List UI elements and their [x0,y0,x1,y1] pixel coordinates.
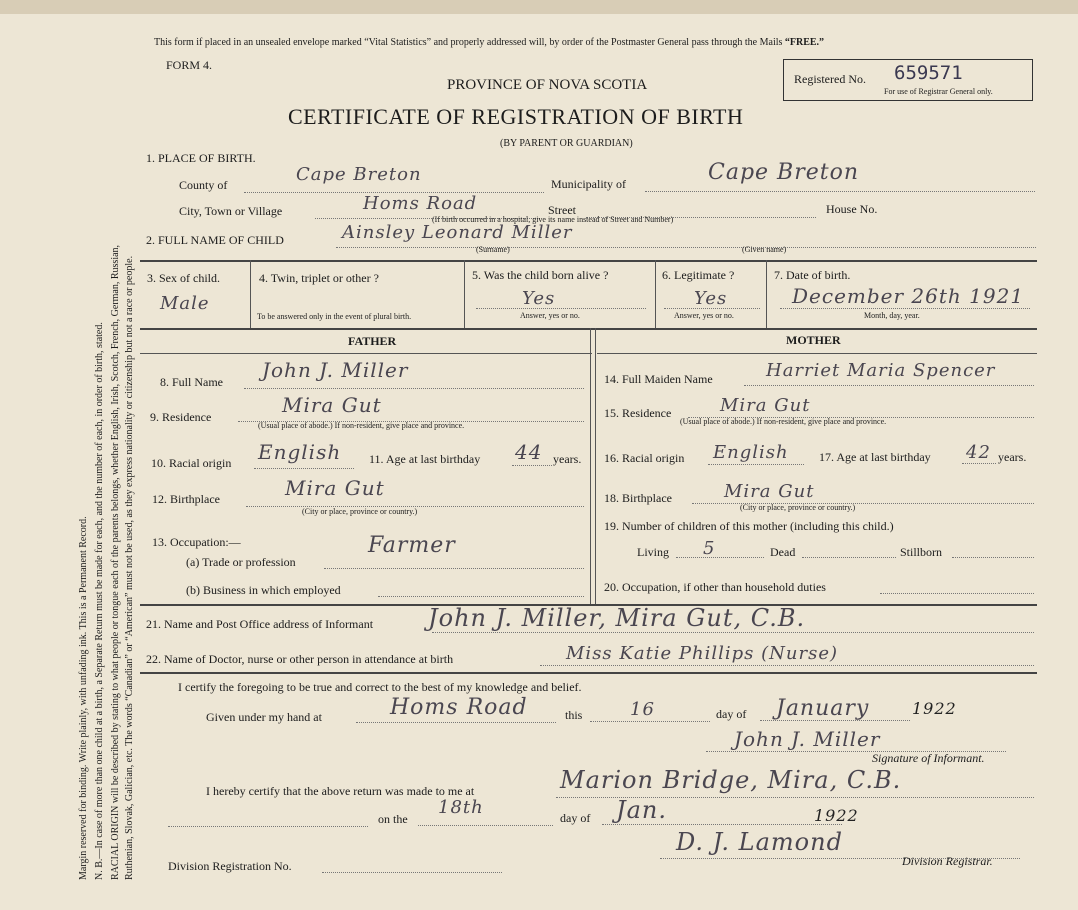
sex-label: 3. Sex of child. [147,271,220,285]
paper-edge [0,0,1078,14]
legitimate-note: Answer, yes or no. [674,311,734,320]
informant-label: 21. Name and Post Office address of Informant [146,617,374,631]
registrar-signature: D. J. Lamond [676,828,843,856]
given-name-note: (Given name) [742,245,787,254]
registered-label: Registered No. [794,72,866,86]
given-under-label: Given under my hand at [206,710,322,724]
informant-signature: John J. Miller [734,727,881,751]
child-name-value: Ainsley Leonard Miller [342,222,573,243]
mother-age-years: years. [998,450,1027,464]
stillborn-label: Stillborn [900,545,943,559]
city-value: Homs Road [363,193,478,214]
margin-note-separate-return: N. B.—In case of more than one child at a birth, a Separate Return must be made for each, and the number of each, in order of birth, stated. [94,322,105,880]
mail-note: This form if placed in an unsealed envelope marked “Vital Statistics” and properly addressed will, by order of the Postmaster General pass through the Mails “FREE.” [154,37,825,48]
mother-residence-value: Mira Gut [720,395,811,416]
certificate-title: CERTIFICATE OF REGISTRATION OF BIRTH [288,104,744,129]
certificate-subtitle: (BY PARENT OR GUARDIAN) [500,138,633,149]
mother-birthplace-value: Mira Gut [724,481,815,502]
father-race-value: English [258,440,342,464]
father-occupation-label: 13. Occupation:— [152,535,241,549]
father-business-label: (b) Business in which employed [186,583,341,597]
father-trade-label: (a) Trade or profession [186,555,296,569]
mother-heading: MOTHER [786,333,841,347]
father-residence-note: (Usual place of abode.) If non-resident, give place and province. [258,421,465,430]
father-age-label: 11. Age at last birthday [369,452,481,466]
mother-birthplace-label: 18. Birthplace [604,491,672,505]
division-registration-label: Division Registration No. [168,859,292,873]
city-label: City, Town or Village [179,204,283,218]
province-heading: PROVINCE OF NOVA SCOTIA [447,77,648,93]
county-value: Cape Breton [296,164,422,185]
registration-month-value: Jan. [616,796,668,824]
twin-label: 4. Twin, triplet or other ? [259,271,379,285]
certify-statement: I certify the foregoing to be true and correct to the best of my knowledge and belief. [178,680,582,694]
father-age-value: 44 [515,440,543,464]
child-name-label: 2. FULL NAME OF CHILD [146,233,284,247]
given-month-value: January [776,696,870,721]
living-value: 5 [703,538,716,559]
born-alive-label: 5. Was the child born alive ? [472,268,609,282]
surname-note: (Surname) [476,245,510,254]
dead-label: Dead [770,545,796,559]
date-of-birth-value: December 26th 1921 [792,284,1025,308]
father-trade-value: Farmer [368,533,456,558]
on-the-label: on the [378,812,408,826]
municipality-label: Municipality of [551,177,626,191]
father-name-label: 8. Full Name [160,375,223,389]
mother-name-label: 14. Full Maiden Name [604,372,713,386]
mother-birthplace-note: (City or place, province or country.) [740,503,856,512]
father-name-value: John J. Miller [262,358,409,382]
return-place-value: Marion Bridge, Mira, C.B. [560,766,902,794]
father-birthplace-label: 12. Birthplace [152,492,220,506]
twin-note: To be answered only in the event of plural birth. [257,312,412,321]
mother-residence-label: 15. Residence [604,406,672,420]
registration-day-of-label: day of [560,811,591,825]
father-heading: FATHER [348,334,397,348]
father-residence-value: Mira Gut [282,393,382,417]
father-race-label: 10. Racial origin [151,456,232,470]
house-number-label: House No. [826,202,878,216]
informant-value: John J. Miller, Mira Gut, C.B. [428,604,806,632]
doctor-value: Miss Katie Phillips (Nurse) [566,643,839,664]
street-label: Street [548,203,576,217]
date-of-birth-note: Month, day, year. [864,311,920,320]
mother-age-label: 17. Age at last birthday [819,450,931,464]
mother-children-label: 19. Number of children of this mother (including this child.) [604,519,894,533]
legitimate-label: 6. Legitimate ? [662,268,735,282]
born-alive-value: Yes [522,288,556,309]
father-residence-label: 9. Residence [150,410,212,424]
mother-name-value: Harriet Maria Spencer [766,360,996,381]
form-number: FORM 4. [166,58,213,72]
father-age-years: years. [553,452,582,466]
mother-age-value: 42 [966,442,991,463]
margin-note-racial-origin-cont: Ruthenian, Slovak, Galician, etc. The words “Canadian” or “American” must not be used, as they express nationality or citizenship but not a race or people. [124,255,135,880]
given-day-value: 16 [630,699,655,720]
registrar-signature-caption: Division Registrar. [902,854,993,868]
hospital-note: (If birth occurred in a hospital, give its name instead of Street and Number) [432,215,674,224]
mother-occupation-label: 20. Occupation, if other than household duties [604,580,826,594]
this-label: this [565,708,583,722]
mother-race-label: 16. Racial origin [604,451,685,465]
given-year-value: 1922 [912,699,957,718]
registrar-only-note: For use of Registrar General only. [884,87,993,96]
margin-note-binding: Margin reserved for binding. Write plainly, with unfading ink. This is a Permanent Record. [78,516,89,880]
legitimate-value: Yes [694,288,728,309]
informant-signature-caption: Signature of Informant. [872,751,985,765]
registered-number: 659571 [894,62,963,84]
born-alive-note: Answer, yes or no. [520,311,580,320]
place-of-birth-label: 1. PLACE OF BIRTH. [146,151,256,165]
registered-box [783,59,1033,101]
living-label: Living [637,545,669,559]
mother-race-value: English [713,442,789,463]
mother-residence-note: (Usual place of abode.) If non-resident, give place and province. [680,417,887,426]
father-birthplace-note: (City or place, province or country.) [302,507,418,516]
father-birthplace-value: Mira Gut [285,476,385,500]
sex-value: Male [160,293,210,314]
given-place-value: Homs Road [390,695,528,720]
return-made-label: I hereby certify that the above return was made to me at [206,784,475,798]
registration-day-value: 18th [438,797,484,818]
doctor-label: 22. Name of Doctor, nurse or other person in attendance at birth [146,652,454,666]
margin-note-racial-origin: RACIAL ORIGIN will be described by stating to what people or tongue each of the parents belongs, whether English, Irish, Scotch, French, German, Russian, [110,244,121,880]
day-of-label: day of [716,707,747,721]
registration-year-value: 1922 [814,806,859,825]
county-label: County of [179,178,228,192]
municipality-value: Cape Breton [708,160,860,185]
date-of-birth-label: 7. Date of birth. [774,268,851,282]
